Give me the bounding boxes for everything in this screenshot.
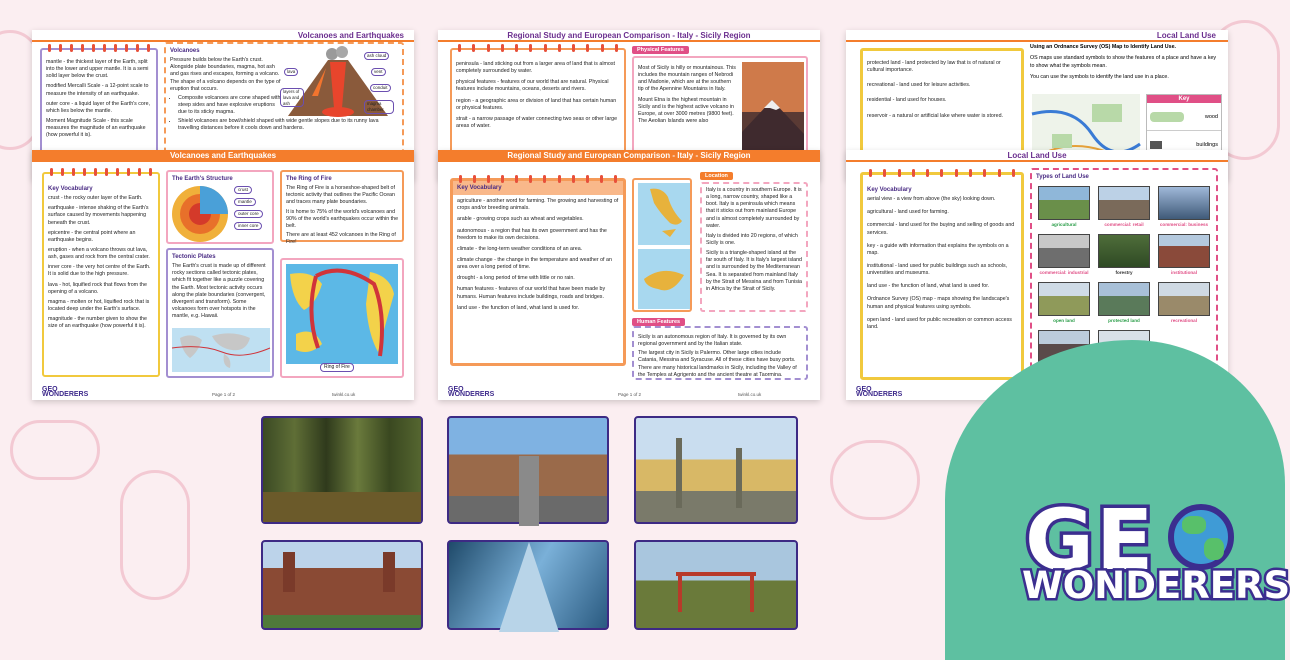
business-photo	[1158, 186, 1210, 220]
vocab-item: reservoir - a natural or artificial lake where water is stored.	[867, 112, 1004, 119]
vocab-item: outer core - a liquid layer of the Earth's core, which lies below the mantle.	[46, 100, 151, 114]
ring-text: The Ring of Fire is a horseshoe-shaped belt of tectonic activity that outlines the Pacific Ocean and traces many plate boundaries.	[286, 185, 395, 206]
key-item: wood	[1204, 113, 1218, 120]
college-building-photo	[261, 540, 423, 630]
land-type-label: protected land	[1108, 318, 1140, 323]
physical-text: Most of Sicily is hilly or mountainous. This includes the mountain ranges of Nebrodi and Madonie, which are at the southern tip of the Apennine Mountains in Italy.	[638, 65, 736, 93]
physical-text: Mount Etna is the highest mountain in Sicily and is the highest active volcano in Europe, at over 3000 metres (9800 feet). The Aeolian Islands were also	[638, 96, 734, 124]
sheet-title: Volcanoes and Earthquakes	[32, 30, 414, 42]
os-map-line: You can use the symbols to identify the land use in a place.	[1030, 74, 1169, 81]
vocab-item: mantle - the thickest layer of the Earth, split into the lower and upper mantle. It is a semi solid layer below the crust.	[46, 59, 149, 80]
structure-label: mantle	[234, 198, 256, 206]
key-item: buildings	[1196, 142, 1218, 148]
vocab-item: magma - molten or hot, liquified rock that is located deep under the Earth's surface.	[48, 298, 150, 312]
vocab-box	[860, 172, 1024, 380]
italy-maps	[632, 178, 692, 312]
land-type-label: forestry	[1115, 270, 1133, 275]
industrial-photo	[1038, 234, 1090, 268]
small-logo: GEO WONDERERS	[856, 385, 903, 399]
vocab-item: lava - hot, liquified rock that flows from the opening of a volcano.	[48, 281, 147, 295]
volcanoes-sheet-front	[32, 150, 414, 400]
volcano-bullet: • Composite volcanoes are cone shaped with steep sides and have explosive eruptions due to its sticky magma.	[178, 95, 285, 116]
vocab-item: climate - the long-term weather conditions of an area.	[457, 245, 583, 252]
small-logo: GEO WONDERERS	[42, 385, 89, 399]
land-type-label: institutional	[1170, 270, 1198, 275]
vocab-item: land use - the function of land, what land is used for.	[457, 304, 580, 311]
vocab-heading: Key Vocabulary	[48, 186, 93, 192]
location-text: Sicily is a triangle-shaped island at the far south of Italy. It is Italy's largest island and is surrounded by the Mediterranean Sea. It is separated from mainland Italy by the Strait of Messina and from Tunisia in Africa by the Strait of Sicily.	[706, 250, 803, 292]
vocab-item: key - a guide with information that explains the symbols on a map.	[867, 242, 1009, 256]
vocab-heading: Key Vocabulary	[453, 181, 623, 195]
vocab-item: aerial view - a view from above (the sky) looking down.	[867, 196, 996, 203]
playground-photo	[634, 540, 798, 630]
diagram-label: magma chamber	[364, 100, 394, 114]
types-heading: Types of Land Use	[1036, 174, 1089, 180]
plates-text: The Earth's crust is made up of different rocky sections called tectonic plates, which fit together like a puzzle covering the Earth. Most tectonic activity occurs along the plate boundaries (convergent, divergent and transform). Some volcanoes form over hotspots in the mantle, e.g. Hawaii.	[172, 263, 266, 320]
ring-of-fire-box	[280, 170, 404, 246]
sicily-sheet-front	[438, 150, 820, 400]
agricultural-photo	[1038, 186, 1090, 220]
structure-label: crust	[234, 186, 252, 194]
vocab-item: crust - the rocky outer layer of the Earth.	[48, 195, 143, 202]
protected-land-photo	[1098, 282, 1150, 316]
vocab-item: drought - a long period of time with little or no rain.	[457, 275, 575, 282]
sheet-title: Regional Study and European Comparison - Italy - Sicily Region	[438, 30, 820, 42]
structure-label: outer core	[234, 210, 263, 218]
vocab-item: Moment Magnitude Scale - this scale measures the magnitude of an earthquake (how powerful it is).	[46, 117, 146, 139]
map-caption: Ring of Fire	[320, 363, 354, 372]
background-squiggle	[830, 440, 920, 520]
land-type-label: open land	[1053, 318, 1075, 323]
land-type-label: recreational	[1170, 318, 1198, 323]
human-features-box	[632, 326, 808, 380]
page-number: Page 1 of 2	[618, 392, 642, 397]
vocab-item: agriculture - another word for farming. The growing and harvesting of crops and/or breeding animals.	[457, 198, 619, 212]
tectonic-plates-map	[172, 328, 270, 372]
structure-label: inner core	[234, 222, 262, 230]
institutional-photo	[1158, 234, 1210, 268]
vocab-item: earthquake - intense shaking of the Earth's surface caused by movements happening beneath the crust.	[48, 205, 149, 226]
os-map-line: OS maps use standard symbols to show the features of a place and have a key to show what the symbols mean.	[1030, 55, 1217, 69]
vocab-item: epicentre - the central point where an earthquake begins.	[48, 229, 136, 243]
footer-url: twinkl.co.uk	[332, 392, 356, 397]
ring-heading: The Ring of Fire	[286, 176, 332, 182]
ring-text: It is home to 75% of the world's volcanoes and 90% of the world's earthquakes occur within the belt.	[286, 208, 399, 229]
vocab-item: peninsula - land sticking out from a larger area of land that is almost completely surrounded by water.	[456, 61, 615, 75]
volcano-bullet: • Shield volcanoes are bowl/shield shaped with wide gentle slopes due to its runny lava travelling distances before it cools down and hardens.	[178, 118, 398, 132]
vocab-item: open land - land used for public recreation or common access land.	[867, 316, 1012, 330]
vocab-item: magnitude - the number given to show the size of an earthquake (how powerful it is).	[48, 316, 147, 330]
buildings-symbol	[1150, 141, 1162, 149]
diagram-label: ash cloud	[364, 52, 389, 60]
diagram-label: conduit	[370, 84, 391, 92]
location-tag: Location	[700, 172, 733, 180]
vocab-item: commercial - land used for the buying and selling of goods and services.	[867, 222, 1015, 236]
vocab-box	[450, 178, 626, 366]
italy-map	[638, 183, 690, 309]
vocab-item: protected land - land protected by law that is of natural or cultural importance.	[867, 60, 1001, 74]
vocab-item: eruption - when a volcano throws out lava, ash, gases and rock from the central crater.	[48, 246, 150, 261]
human-text: The largest city in Sicily is Palermo. Other large cities include Catania, Messina and Syracuse. All of these cities have busy ports. There are many historical landmarks in Sicily, including the Valley of the Temples at Agrigento and the ancient theatre at Taormina.	[638, 350, 797, 378]
vocab-item: human features - features of our world that have been made by humans. Human features include buildings, roads and bridges.	[457, 286, 606, 300]
glass-skyscraper-photo	[447, 540, 609, 630]
vocab-item: region - a geographic area or division of land that has certain human or physical features.	[456, 97, 617, 111]
earth-structure-box	[166, 170, 274, 244]
vocab-item: strait - a narrow passage of water connecting two seas or other large areas of water.	[456, 115, 618, 129]
volcano-heading: Volcanoes	[170, 48, 200, 54]
vocab-item: recreational - land used for leisure activities.	[867, 82, 971, 89]
industrial-site-photo	[634, 416, 798, 524]
human-text: Sicily is an autonomous region of Italy. It is governed by its own regional government and by the Italian state.	[638, 334, 787, 348]
globe-icon	[1168, 504, 1234, 570]
logo-geo-text: GE	[1025, 491, 1156, 589]
ring-of-fire-map	[286, 264, 398, 364]
ring-text: There are at least 452 volcanoes in the Ring of Fire!	[286, 231, 396, 246]
logo-wonderers-text: WONDERERS	[1022, 564, 1290, 607]
land-type-label: agricultural	[1051, 222, 1077, 227]
vocab-item: Ordnance Survey (OS) map - maps showing the landscape's human and physical features using symbols.	[867, 296, 1010, 310]
forestry-photo	[1098, 234, 1150, 268]
land-type-label: commercial: business	[1159, 222, 1209, 227]
wood-symbol	[1150, 112, 1184, 122]
small-logo: GEO WONDERERS	[448, 385, 495, 399]
retail-photo	[1098, 186, 1150, 220]
vocab-item: residential - land used for houses.	[867, 97, 947, 104]
forest-photo	[261, 416, 423, 524]
background-squiggle	[120, 470, 190, 600]
key-heading: Key	[1147, 95, 1221, 103]
page-number: Page 1 of 2	[212, 392, 236, 397]
ring-of-fire-map-box	[280, 258, 404, 378]
land-type-label: commercial: retail	[1104, 222, 1144, 227]
vocab-item: inner core - the very hot centre of the Earth. It is solid due to the high pressure.	[48, 264, 151, 278]
vocab-item: autonomous - a region that has its own government and has the freedom to make its own decisions.	[457, 227, 607, 241]
vocab-item: climate change - the change in the temperature and weather of an area over a long period of time.	[457, 256, 612, 271]
sheet-title: Volcanoes and Earthquakes	[32, 150, 414, 162]
land-type-label: commercial: industrial	[1039, 270, 1089, 275]
vocab-item: agricultural - land used for farming.	[867, 209, 949, 216]
earth-structure-diagram	[170, 184, 230, 242]
os-map-line: Using an Ordnance Survey (OS) Map to Identify Land Use.	[1030, 44, 1176, 50]
volcano-text: Pressure builds below the Earth's crust. Alongside plate boundaries, magma, hot ash and gas rises and escapes, forming a volcano. The shape of a volcano depends on the type of eruption that occurs.	[170, 57, 281, 92]
vocab-item: land use - the function of land, what land is used for.	[867, 283, 990, 290]
open-land-photo	[1038, 282, 1090, 316]
location-text: Italy is divided into 20 regions, of which Sicily is one.	[706, 232, 798, 246]
sheet-title: Regional Study and European Comparison - Italy - Sicily Region	[438, 150, 820, 162]
physical-features-tag: Physical Features	[632, 46, 689, 54]
background-squiggle	[10, 420, 100, 480]
vocab-box	[42, 172, 160, 377]
vocab-item: institutional - land used for public buildings such as schools, universities and museums.	[867, 262, 1008, 277]
os-map-text	[1030, 44, 1220, 82]
footer-url: twinkl.co.uk	[738, 392, 762, 397]
sheet-title: Local Land Use	[846, 150, 1228, 162]
diagram-label: layers of lava and ash	[280, 88, 304, 107]
sheet-title: Local Land Use	[846, 30, 1228, 42]
vocab-heading: Key Vocabulary	[867, 187, 912, 193]
human-features-tag: Human Features	[632, 318, 685, 326]
vocab-item: modified Mercalli Scale - a 12-point scale to measure the intensity of an earthquake.	[46, 83, 149, 97]
location-box	[700, 182, 808, 312]
diagram-label: vent	[371, 68, 386, 76]
structure-heading: The Earth's Structure	[172, 176, 233, 182]
vocab-item: arable - growing crops such as wheat and vegetables.	[457, 216, 584, 223]
tectonic-plates-box	[166, 248, 274, 378]
diagram-label: lava	[284, 68, 298, 76]
plates-heading: Tectonic Plates	[172, 254, 216, 260]
recreational-photo	[1158, 282, 1210, 316]
vocab-item: physical features - features of our world that are natural. Physical features include mountains, oceans, deserts and rivers.	[456, 79, 609, 93]
location-text: Italy is a country in southern Europe. It is a long, narrow country, shaped like a boot. Italy is a peninsula which means that it sticks out from mainland Europe and is almost completely surrounded by water.	[706, 187, 802, 229]
high-street-photo	[447, 416, 609, 524]
